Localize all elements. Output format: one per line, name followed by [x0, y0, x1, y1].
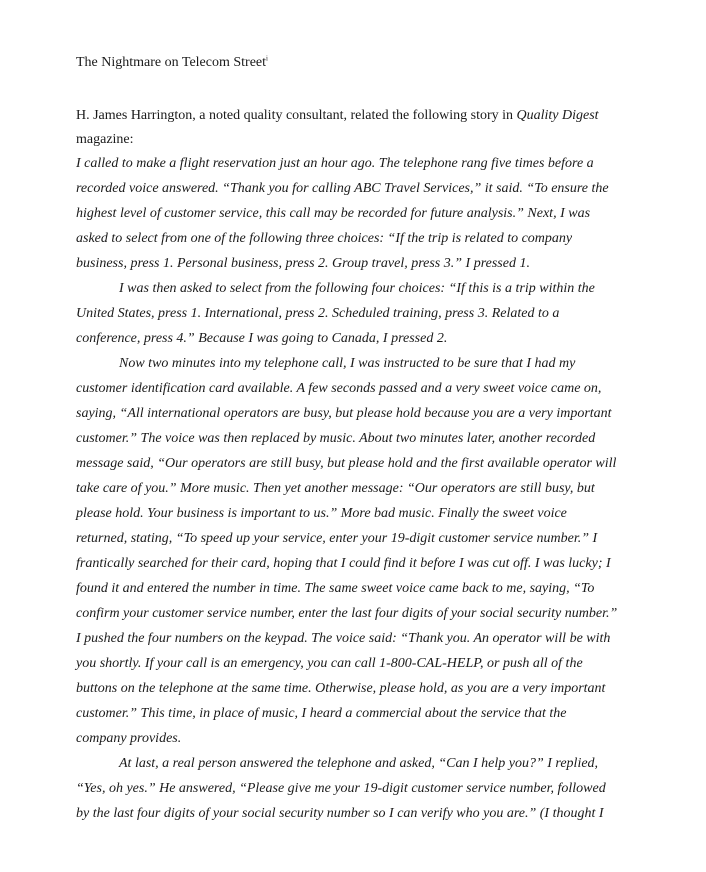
story-line: asked to select from one of the following three choices: “If the trip is related to company: [76, 231, 573, 246]
story-line: saying, “All international operators are busy, but please hold because you are a very important: [76, 406, 612, 421]
story-line: customer.” This time, in place of music, I heard a commercial about the service that the: [76, 706, 567, 721]
story-line: frantically searched for their card, hoping that I could find it before I was cut off. I was lucky; I: [76, 556, 611, 571]
story-line: Now two minutes into my telephone call, I was instructed to be sure that I had my: [119, 356, 576, 371]
story-line: At last, a real person answered the telephone and asked, “Can I help you?” I replied,: [119, 756, 599, 771]
story-line: I called to make a flight reservation just an hour ago. The telephone rang five times before a: [76, 156, 594, 171]
title-text: The Nightmare on Telecom Street: [76, 55, 267, 70]
publication-name: Quality Digest: [516, 108, 599, 123]
story-line: buttons on the telephone at the same time. Otherwise, please hold, as you are a very important: [76, 681, 606, 696]
story-line: confirm your customer service number, enter the last four digits of your social security number.”: [76, 606, 618, 621]
story-line: by the last four digits of your social security number so I can verify who you are.” (I thought I: [76, 806, 604, 821]
story-line: customer.” The voice was then replaced by music. About two minutes later, another recorded: [76, 431, 596, 446]
story-line: United States, press 1. International, press 2. Scheduled training, press 3. Related to a: [76, 306, 560, 321]
story-line: message said, “Our operators are still busy, but please hold and the first available operator will: [76, 456, 617, 471]
story-line: take care of you.” More music. Then yet another message: “Our operators are still busy, but: [76, 481, 595, 496]
story-line: you shortly. If your call is an emergency, you can call 1-800-CAL-HELP, or push all of the: [76, 656, 583, 671]
story-line: I pushed the four numbers on the keypad. The voice said: “Thank you. An operator will be with: [76, 631, 611, 646]
story-text: [76, 151, 636, 826]
intro-paragraph: [76, 104, 636, 152]
story-line: customer identification card available. A few seconds passed and a very sweet voice came on,: [76, 381, 602, 396]
story-line: company provides.: [76, 731, 182, 746]
story-line: please hold. Your business is important to us.” More bad music. Finally the sweet voice: [76, 506, 567, 521]
story-line: returned, stating, “To speed up your service, enter your 19-digit customer service number.” I: [76, 531, 598, 546]
story-line: highest level of customer service, this call may be recorded for future analysis.” Next, I was: [76, 206, 591, 221]
story-line: found it and entered the number in time. The same sweet voice came back to me, saying, “To: [76, 581, 595, 596]
story-line: “Yes, oh yes.” He answered, “Please give me your 19-digit customer service number, followed: [76, 781, 606, 796]
document-title: [76, 54, 268, 72]
title-footnote-marker: i: [266, 54, 268, 63]
story-line: recorded voice answered. “Thank you for calling ABC Travel Services,” it said. “To ensure the: [76, 181, 609, 196]
intro-text-before: H. James Harrington, a noted quality consultant, related the following story in: [76, 108, 517, 123]
story-line: business, press 1. Personal business, press 2. Group travel, press 3.” I pressed 1.: [76, 256, 530, 271]
story-line: conference, press 4.” Because I was going to Canada, I pressed 2.: [76, 331, 448, 346]
story-line: I was then asked to select from the following four choices: “If this is a trip within the: [119, 281, 595, 296]
intro-text-after: magazine:: [76, 132, 134, 147]
